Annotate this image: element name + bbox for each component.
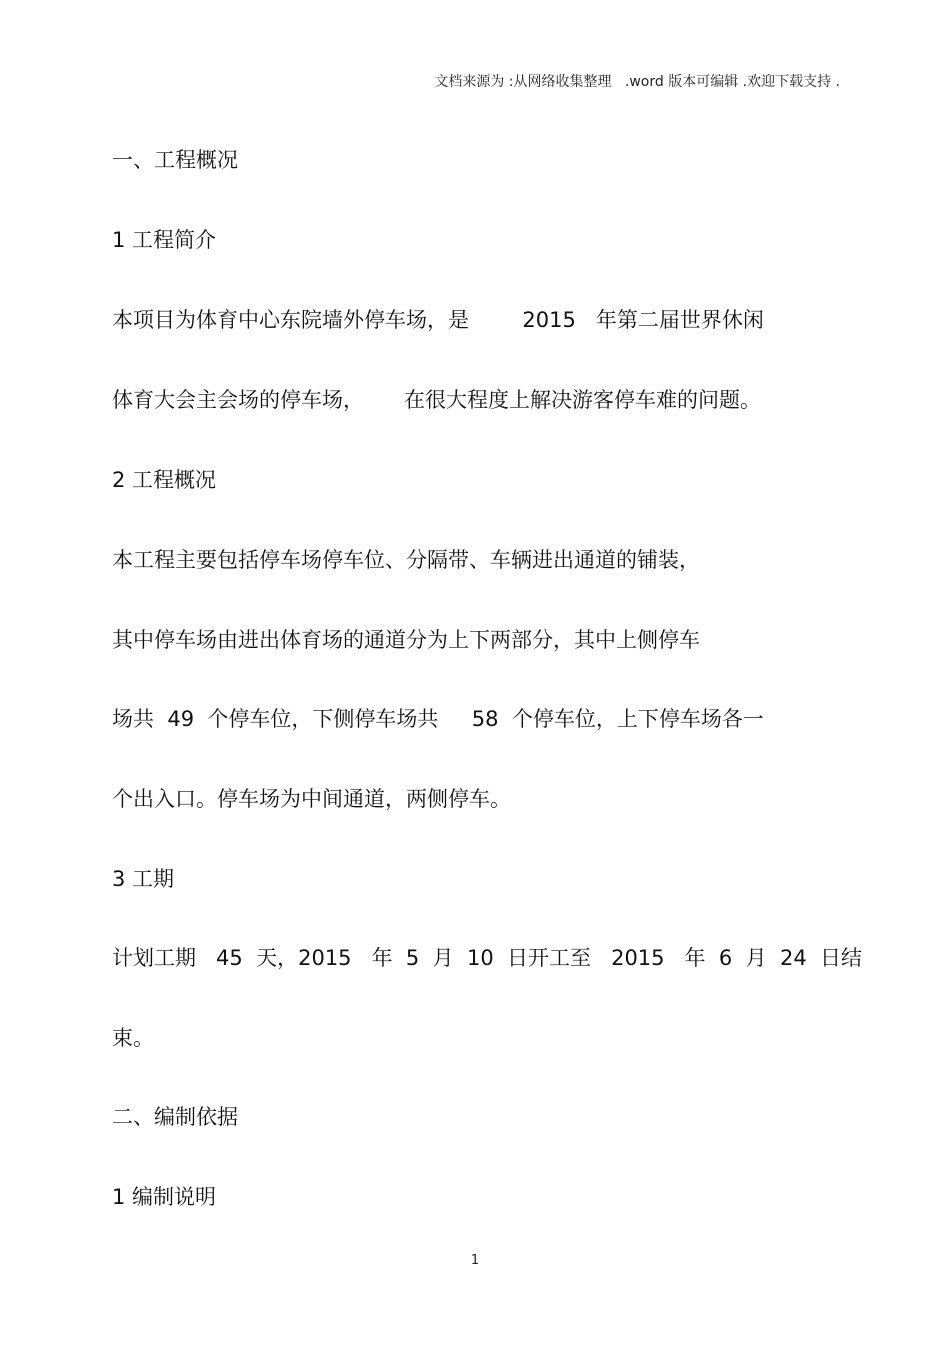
section-heading-2: 二、编制依据 <box>112 1105 238 1129</box>
subsection-heading-2-1: 1 编制说明 <box>112 1185 217 1209</box>
paragraph-line: 本项目为体育中心东院墙外停车场，是 2015 年第二届世界休闲 <box>112 308 764 332</box>
section-heading-1: 一、工程概况 <box>112 148 238 172</box>
header-source-note: 文档来源为 :从网络收集整理 .word 版本可编辑 .欢迎下载支持 . <box>434 74 840 90</box>
paragraph-line: 个出入口。停车场为中间通道，两侧停车。 <box>112 787 511 811</box>
subsection-heading-1-2: 2 工程概况 <box>112 468 217 492</box>
page-number: 1 <box>470 1253 480 1268</box>
paragraph-line: 场共 49 个停车位，下侧停车场共 58 个停车位，上下停车场各一 <box>112 707 764 731</box>
paragraph-line: 本工程主要包括停车场停车位、分隔带、车辆进出通道的铺装， <box>112 548 700 572</box>
paragraph-line: 计划工期 45 天，2015 年 5 月 10 日开工至 2015 年 6 月 24 日结 <box>112 946 863 970</box>
paragraph-line: 束。 <box>112 1026 154 1050</box>
paragraph-line: 其中停车场由进出体育场的通道分为上下两部分，其中上侧停车 <box>112 628 700 652</box>
subsection-heading-1-1: 1 工程简介 <box>112 228 217 252</box>
subsection-heading-1-3: 3 工期 <box>112 867 175 891</box>
paragraph-line: 体育大会主会场的停车场， 在很大程度上解决游客停车难的问题。 <box>112 388 762 412</box>
